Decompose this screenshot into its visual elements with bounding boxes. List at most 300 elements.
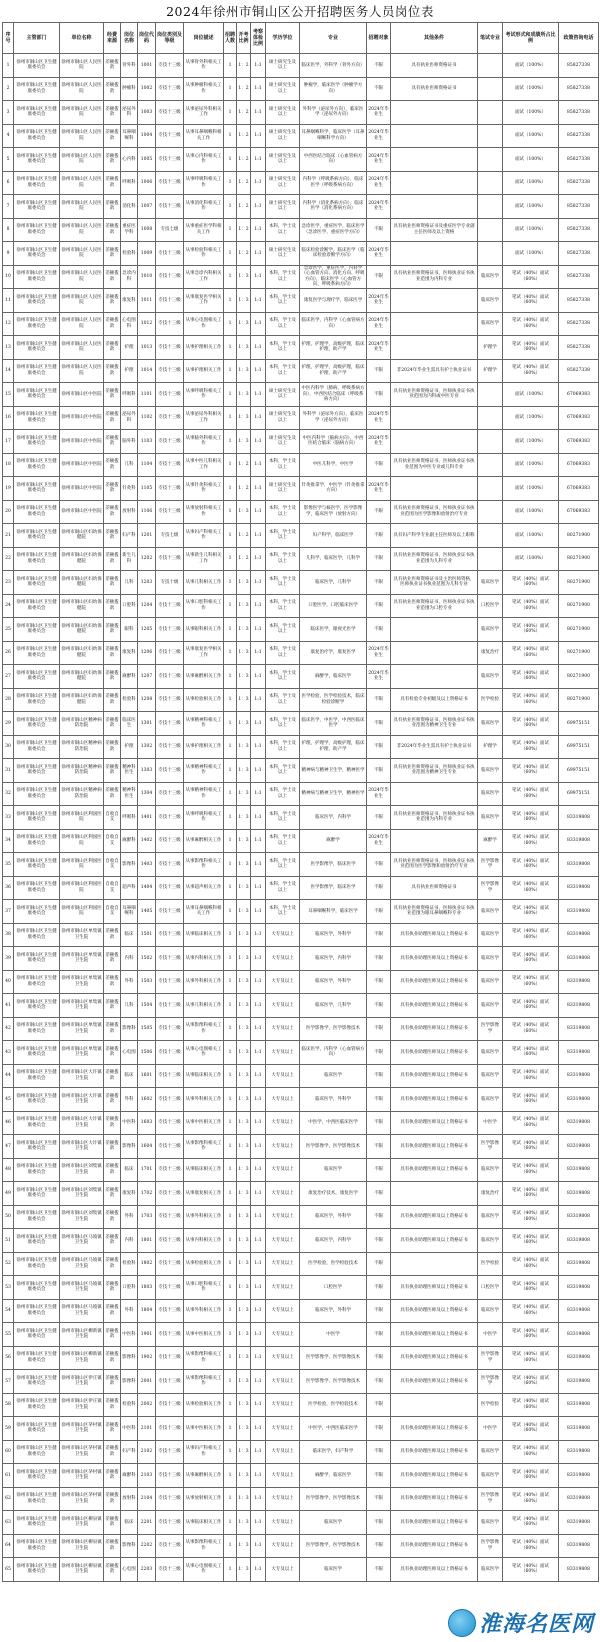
cell-col-written-subject [478,54,503,78]
cell-col-post-name: 新生儿科 [121,547,138,571]
cell-col-exam-ratio: 1：3 [237,1017,251,1041]
cell-col-written-subject: 临床医学 [478,1558,503,1582]
cell-col-phone: 83319808 [559,1182,599,1206]
cell-col-exam-form: 面试（100%） [503,195,559,219]
cell-col-index: 56 [3,1346,14,1370]
cell-col-written-subject: 医学检验 [478,1252,503,1276]
cell-col-post-code: 1602 [138,1088,156,1112]
cell-col-funding: 差额拨款 [104,1135,121,1159]
cell-col-major: 针灸推拿学，中医学（针灸推拿方向） [300,477,367,501]
cell-col-conditions [391,618,478,642]
cell-col-conditions: 具有执业医师资格证书，医师执业证书执业范围为眼耳鼻咽喉科专业 [391,900,478,924]
cell-col-check-ratio: 1:1 [251,171,266,195]
cell-col-target: 不限 [367,1346,391,1370]
cell-col-phone: 83319808 [559,1299,599,1323]
cell-col-target: 不限 [367,994,391,1018]
cell-col-target: 不限 [367,1487,391,1511]
cell-col-exam-ratio: 1：3 [237,947,251,971]
table-row [3,853,599,877]
cell-col-phone: 69975151 [559,782,599,806]
cell-col-hires: 1 [224,500,237,524]
cell-col-phone: 85827338 [559,171,599,195]
cell-col-post-code: 1103 [138,430,156,454]
cell-col-check-ratio: 1:1 [251,477,266,501]
cell-col-post-grade: 专技十三级 [156,900,184,924]
cell-col-unit: 徐州市铜山区中医院 [60,453,104,477]
cell-col-index: 22 [3,547,14,571]
table-row [3,1464,599,1488]
cell-col-post-grade: 专技十三级 [156,547,184,571]
cell-col-major: 临床医学，内科学 [300,1229,367,1253]
cell-col-education: 硕士研究生及以上 [266,383,300,407]
cell-col-post-code: 1403 [138,853,156,877]
cell-col-post-code: 1204 [138,594,156,618]
header-col-hires: 招聘人数 [224,23,237,54]
cell-col-index: 9 [3,242,14,266]
cell-col-department: 徐州市铜山区卫生健康委员会 [14,124,60,148]
cell-col-check-ratio: 1:1 [251,77,266,101]
cell-col-phone: 83319808 [559,1534,599,1558]
cell-col-phone: 83319808 [559,994,599,1018]
cell-col-education: 大专及以上 [266,1558,300,1582]
cell-col-education: 硕士研究生及以上 [266,77,300,101]
cell-col-hires: 1 [224,242,237,266]
cell-col-post-grade: 专技十三级 [156,430,184,454]
cell-col-unit: 徐州市铜山区人民医院 [60,359,104,383]
cell-col-department: 徐州市铜山区卫生健康委员会 [14,594,60,618]
cell-col-unit: 徐州市铜山区妇幼保健院 [60,524,104,548]
cell-col-hires: 1 [224,829,237,853]
cell-col-funding: 差额拨款 [104,1464,121,1488]
cell-col-department: 徐州市铜山区卫生健康委员会 [14,101,60,125]
table-row [3,1041,599,1065]
cell-col-post-desc: 从事针灸科相关工作 [184,477,224,501]
cell-col-funding: 差额拨款 [104,1558,121,1582]
cell-col-exam-ratio: 1：3 [237,923,251,947]
cell-col-education: 本科，学士及以上 [266,688,300,712]
cell-col-conditions: 具有执业助理医师及以上资格证书 [391,1534,478,1558]
cell-col-written-subject: 临床医学 [478,1440,503,1464]
cell-col-post-code: 1501 [138,923,156,947]
cell-col-target: 不限 [367,1205,391,1229]
cell-col-hires: 1 [224,336,237,360]
table-row [3,1088,599,1112]
cell-col-major: 临床医学 [300,1064,367,1088]
cell-col-post-grade: 专技十三级 [156,1299,184,1323]
cell-col-post-name: 重症医学科 [121,218,138,242]
cell-col-exam-form: 面试（100%） [503,547,559,571]
cell-col-education: 大专及以上 [266,1464,300,1488]
cell-col-funding: 差额拨款 [104,970,121,994]
cell-col-exam-ratio: 1：3 [237,712,251,736]
cell-col-hires: 1 [224,430,237,454]
cell-col-education: 本科，学士及以上 [266,853,300,877]
cell-col-written-subject [478,242,503,266]
cell-col-unit: 徐州市铜山区柳泉镇卫生院 [60,1534,104,1558]
cell-col-education: 大专及以上 [266,1041,300,1065]
cell-col-conditions: 具有执业助理医师及以上资格证书 [391,1229,478,1253]
cell-col-exam-ratio: 1：3 [237,1346,251,1370]
cell-col-post-code: 1405 [138,900,156,924]
cell-col-funding: 差额拨款 [104,1299,121,1323]
cell-col-major: 康复治疗学，康复医学 [300,641,367,665]
cell-col-major: 医学检验，医学检验技术 [300,1252,367,1276]
cell-col-exam-ratio: 1：3 [237,594,251,618]
cell-col-post-desc: 从事临床相关工作 [184,1511,224,1535]
cell-col-education: 硕士研究生及以上 [266,148,300,172]
cell-col-conditions: 具有执业医师资格证书，医师执业证书执业范围为内科专业 [391,806,478,830]
cell-col-funding: 差额拨款 [104,759,121,783]
cell-col-post-grade: 专技十三级 [156,77,184,101]
cell-col-conditions: 具有执业医师资格证书，医师执业证书执业范围为中医专业或儿科专业 [391,453,478,477]
cell-col-exam-form: 笔试（40%）面试（60%） [503,853,559,877]
cell-col-written-subject [478,430,503,454]
cell-col-post-grade: 专技十三级 [156,1370,184,1394]
cell-col-post-code: 1902 [138,1346,156,1370]
table-row [3,641,599,665]
cell-col-exam-ratio: 1：3 [237,312,251,336]
cell-col-post-desc: 从事口腔科相关工作 [184,1276,224,1300]
cell-col-exam-ratio: 1：2 [237,171,251,195]
cell-col-post-desc: 从事影像科相关工作 [184,1017,224,1041]
cell-col-funding: 差额拨款 [104,1182,121,1206]
cell-col-exam-ratio: 1：3 [237,1323,251,1347]
cell-col-exam-form: 面试（100%） [503,383,559,407]
table-row [3,289,599,313]
cell-col-hires: 1 [224,923,237,947]
cell-col-conditions [391,1393,478,1417]
cell-col-hires: 1 [224,1135,237,1159]
cell-col-written-subject: 临床医学 [478,289,503,313]
cell-col-phone: 83319808 [559,1487,599,1511]
cell-col-funding: 差额拨款 [104,923,121,947]
cell-col-education: 本科，学士及以上 [266,900,300,924]
cell-col-funding: 差额拨款 [104,1417,121,1441]
table-row [3,383,599,407]
cell-col-target: 2024年毕业生 [367,477,391,501]
cell-col-education: 大专及以上 [266,1064,300,1088]
cell-col-phone: 67069383 [559,430,599,454]
cell-col-department: 徐州市铜山区卫生健康委员会 [14,453,60,477]
cell-col-phone: 83319808 [559,1393,599,1417]
cell-col-index: 41 [3,994,14,1018]
table-row [3,1135,599,1159]
cell-col-exam-ratio: 1：3 [237,1558,251,1582]
cell-col-department: 徐州市铜山区卫生健康委员会 [14,923,60,947]
cell-col-post-grade: 专技十三级 [156,876,184,900]
cell-col-written-subject [478,453,503,477]
watermark-text: 淮海名医网 [478,1612,594,1637]
cell-col-written-subject: 临床医学 [478,1229,503,1253]
cell-col-hires: 1 [224,124,237,148]
cell-col-index: 13 [3,336,14,360]
cell-col-target: 不限 [367,1417,391,1441]
cell-col-check-ratio: 1:1 [251,1088,266,1112]
cell-col-department: 徐州市铜山区卫生健康委员会 [14,524,60,548]
cell-col-index: 48 [3,1158,14,1182]
cell-col-department: 徐州市铜山区卫生健康委员会 [14,242,60,266]
cell-col-hires: 1 [224,1276,237,1300]
cell-col-funding: 差额拨款 [104,1088,121,1112]
cell-col-major: 临床医学，内科学 [300,947,367,971]
cell-col-conditions: 具有妇产科学专业副主任医师及以上职称 [391,524,478,548]
cell-col-major: 口腔医学 [300,1276,367,1300]
cell-col-target: 不限 [367,1135,391,1159]
cell-col-hires: 1 [224,900,237,924]
cell-col-post-code: 1001 [138,54,156,78]
cell-col-exam-ratio: 1：3 [237,1276,251,1300]
cell-col-department: 徐州市铜山区卫生健康委员会 [14,806,60,830]
cell-col-exam-form: 笔试（40%）面试（60%） [503,1323,559,1347]
cell-col-post-grade: 专技十三级 [156,923,184,947]
table-row [3,54,599,78]
cell-col-hires: 1 [224,289,237,313]
cell-col-post-desc: 从事影像科相关工作 [184,1135,224,1159]
cell-col-exam-form: 笔试（40%）面试（60%） [503,829,559,853]
cell-col-post-code: 1104 [138,453,156,477]
cell-col-exam-form: 面试（100%） [503,54,559,78]
cell-col-target: 不限 [367,1511,391,1535]
cell-col-unit: 徐州市铜山区刘集镇卫生院 [60,1158,104,1182]
cell-col-conditions [391,101,478,125]
cell-col-conditions [391,665,478,689]
cell-col-unit: 徐州市铜山区茅村镇卫生院 [60,1464,104,1488]
cell-col-index: 47 [3,1135,14,1159]
cell-col-exam-ratio: 1：3 [237,571,251,595]
cell-col-written-subject [478,171,503,195]
table-row [3,148,599,172]
cell-col-index: 14 [3,359,14,383]
cell-col-check-ratio: 1:1 [251,547,266,571]
cell-col-department: 徐州市铜山区卫生健康委员会 [14,1370,60,1394]
cell-col-post-name: 口腔科 [121,1276,138,1300]
cell-col-check-ratio: 1:1 [251,148,266,172]
cell-col-written-subject [478,383,503,407]
cell-col-written-subject: 临床医学 [478,312,503,336]
cell-col-unit: 徐州市铜山区大许镇卫生院 [60,1111,104,1135]
cell-col-check-ratio: 1:1 [251,759,266,783]
cell-col-funding: 自收自支 [104,876,121,900]
cell-col-index: 32 [3,782,14,806]
cell-col-education: 硕士研究生及以上 [266,477,300,501]
cell-col-conditions: 具有执业助理医师及以上资格证书 [391,1205,478,1229]
site-logo-icon [448,1609,476,1637]
cell-col-conditions: 具有执业助理医师及以上资格证书 [391,947,478,971]
cell-col-funding: 差额拨款 [104,688,121,712]
cell-col-funding: 差额拨款 [104,1323,121,1347]
header-col-exam-form: 考试形式和成绩所占比例 [503,23,559,54]
cell-col-conditions: 具有执业助理医师及以上资格证书 [391,1299,478,1323]
cell-col-post-name: 精神科医生 [121,759,138,783]
cell-col-post-code: 2101 [138,1417,156,1441]
cell-col-index: 43 [3,1041,14,1065]
cell-col-target: 不限 [367,547,391,571]
cell-col-check-ratio: 1:1 [251,336,266,360]
cell-col-exam-ratio: 1：3 [237,1088,251,1112]
cell-col-exam-ratio: 1：3 [237,1417,251,1441]
cell-col-index: 6 [3,171,14,195]
cell-col-major: 儿科学，临床医学，儿科学 [300,547,367,571]
cell-col-index: 40 [3,970,14,994]
cell-col-written-subject [478,77,503,101]
cell-col-post-code: 1803 [138,1276,156,1300]
cell-col-phone: 83319808 [559,1417,599,1441]
cell-col-post-desc: 从事外科相关工作 [184,1205,224,1229]
cell-col-funding: 差额拨款 [104,735,121,759]
cell-col-target: 不限 [367,54,391,78]
table-row [3,1393,599,1417]
cell-col-check-ratio: 1:1 [251,923,266,947]
table-row [3,970,599,994]
cell-col-conditions: 具有执业医师资格证书 [391,77,478,101]
cell-col-unit: 徐州市铜山区中医院 [60,406,104,430]
cell-col-post-name: 脑外科 [121,430,138,454]
cell-col-post-name: 临床医生 [121,712,138,736]
cell-col-post-desc: 从事外科相关工作 [184,1088,224,1112]
cell-col-post-grade: 专技十三级 [156,947,184,971]
cell-col-exam-form: 笔试（40%）面试（60%） [503,641,559,665]
header-col-post-name: 岗位名称 [121,23,138,54]
cell-col-post-grade: 专技十三级 [156,1464,184,1488]
cell-col-post-code: 2102 [138,1440,156,1464]
cell-col-check-ratio: 1:1 [251,1017,266,1041]
cell-col-target: 不限 [367,735,391,759]
cell-col-hires: 1 [224,359,237,383]
cell-col-education: 大专及以上 [266,947,300,971]
cell-col-major: 护理，护理学，高级护理，临床护理，助产学 [300,735,367,759]
cell-col-exam-ratio: 1：3 [237,759,251,783]
cell-col-department: 徐州市铜山区卫生健康委员会 [14,54,60,78]
cell-col-post-code: 1003 [138,101,156,125]
cell-col-check-ratio: 1:1 [251,665,266,689]
cell-col-phone: 83319808 [559,1041,599,1065]
cell-col-exam-form: 面试（100%） [503,171,559,195]
cell-col-check-ratio: 1:1 [251,829,266,853]
cell-col-exam-form: 笔试（40%）面试（60%） [503,806,559,830]
cell-col-phone: 67069383 [559,500,599,524]
table-row [3,1323,599,1347]
cell-col-education: 本科，学士及以上 [266,289,300,313]
cell-col-education: 大专及以上 [266,1276,300,1300]
cell-col-index: 20 [3,500,14,524]
cell-col-index: 58 [3,1393,14,1417]
cell-col-written-subject: 临床医学 [478,712,503,736]
cell-col-post-grade: 专技十三级 [156,1440,184,1464]
cell-col-education: 大专及以上 [266,1417,300,1441]
cell-col-conditions: 具有执业助理医师及以上资格证书 [391,1064,478,1088]
cell-col-hires: 1 [224,312,237,336]
cell-col-index: 62 [3,1487,14,1511]
cell-col-exam-ratio: 1：2 [237,54,251,78]
cell-col-check-ratio: 1:1 [251,1299,266,1323]
table-row [3,195,599,219]
cell-col-post-name: 骨外科 [121,54,138,78]
cell-col-post-name: 耳鼻咽喉科 [121,900,138,924]
cell-col-post-desc: 从事康复医学相关工作 [184,641,224,665]
cell-col-check-ratio: 1:1 [251,383,266,407]
cell-col-post-name: 影像科 [121,1370,138,1394]
cell-col-index: 65 [3,1558,14,1582]
cell-col-exam-ratio: 1：2 [237,453,251,477]
cell-col-phone: 83319808 [559,1276,599,1300]
cell-col-post-name: 妇产科 [121,524,138,548]
cell-col-check-ratio: 1:1 [251,453,266,477]
cell-col-education: 硕士研究生及以上 [266,195,300,219]
cell-col-hires: 1 [224,571,237,595]
cell-col-hires: 1 [224,148,237,172]
cell-col-written-subject: 麻醉学 [478,829,503,853]
cell-col-hires: 1 [224,265,237,289]
cell-col-written-subject: 临床医学 [478,665,503,689]
cell-col-written-subject: 临床医学 [478,947,503,971]
cell-col-phone: 85827338 [559,312,599,336]
header-col-major: 专业 [300,23,367,54]
cell-col-education: 大专及以上 [266,1252,300,1276]
cell-col-major: 医学影像学，临床医学 [300,876,367,900]
cell-col-exam-ratio: 1：2 [237,547,251,571]
cell-col-index: 46 [3,1111,14,1135]
cell-col-check-ratio: 1:1 [251,1558,266,1582]
cell-col-funding: 差额拨款 [104,1252,121,1276]
cell-col-funding: 差额拨款 [104,265,121,289]
cell-col-department: 徐州市铜山区卫生健康委员会 [14,383,60,407]
cell-col-exam-form: 笔试（40%）面试（60%） [503,1041,559,1065]
cell-col-exam-form: 笔试（40%）面试（60%） [503,594,559,618]
table-row [3,829,599,853]
cell-col-major: 精神病与精神卫生学，精神医学 [300,759,367,783]
cell-col-post-desc: 从事心电图相关工作 [184,1041,224,1065]
cell-col-unit: 徐州市铜山区中医院 [60,430,104,454]
cell-col-written-subject [478,477,503,501]
cell-col-post-desc: 从事放射相关工作 [184,1487,224,1511]
cell-col-funding: 差额拨款 [104,994,121,1018]
cell-col-hires: 1 [224,547,237,571]
cell-col-post-desc: 从事耳鼻咽喉科相关工作 [184,900,224,924]
cell-col-post-desc: 从事影像科相关工作 [184,1370,224,1394]
cell-col-unit: 徐州市铜山区单集镇卫生院 [60,970,104,994]
cell-col-unit: 徐州市铜山区妇幼保健院 [60,571,104,595]
cell-col-post-desc: 从事中医相关工作 [184,1111,224,1135]
cell-col-check-ratio: 1:1 [251,806,266,830]
cell-col-funding: 差额拨款 [104,618,121,642]
cell-col-written-subject: 临床医学 [478,923,503,947]
cell-col-funding: 差额拨款 [104,1064,121,1088]
cell-col-post-code: 1013 [138,336,156,360]
cell-col-post-code: 1303 [138,759,156,783]
cell-col-hires: 1 [224,1440,237,1464]
cell-col-post-name: 放射科 [121,500,138,524]
cell-col-post-name: 呼吸科 [121,806,138,830]
table-row [3,265,599,289]
cell-col-post-grade: 专技十三级 [156,735,184,759]
cell-col-target: 2024年毕业生 [367,289,391,313]
table-row [3,242,599,266]
cell-col-written-subject: 医学检验 [478,1393,503,1417]
cell-col-written-subject: 康复治疗 [478,641,503,665]
cell-col-exam-form: 笔试（40%）面试（60%） [503,359,559,383]
cell-col-conditions: 非2024年毕业生需具有护士执业证书 [391,359,478,383]
cell-col-post-grade: 专技十三级 [156,1041,184,1065]
cell-col-education: 本科，学士及以上 [266,594,300,618]
cell-col-check-ratio: 1:1 [251,641,266,665]
cell-col-exam-ratio: 1：2 [237,77,251,101]
cell-col-funding: 差额拨款 [104,1041,121,1065]
cell-col-conditions: 具有执业医师资格证书，医师执业证书执业范围为精神卫生专业 [391,759,478,783]
cell-col-phone: 83319808 [559,1370,599,1394]
cell-col-department: 徐州市铜山区卫生健康委员会 [14,77,60,101]
cell-col-check-ratio: 1:1 [251,853,266,877]
cell-col-post-desc: 从事检验相关工作 [184,1393,224,1417]
